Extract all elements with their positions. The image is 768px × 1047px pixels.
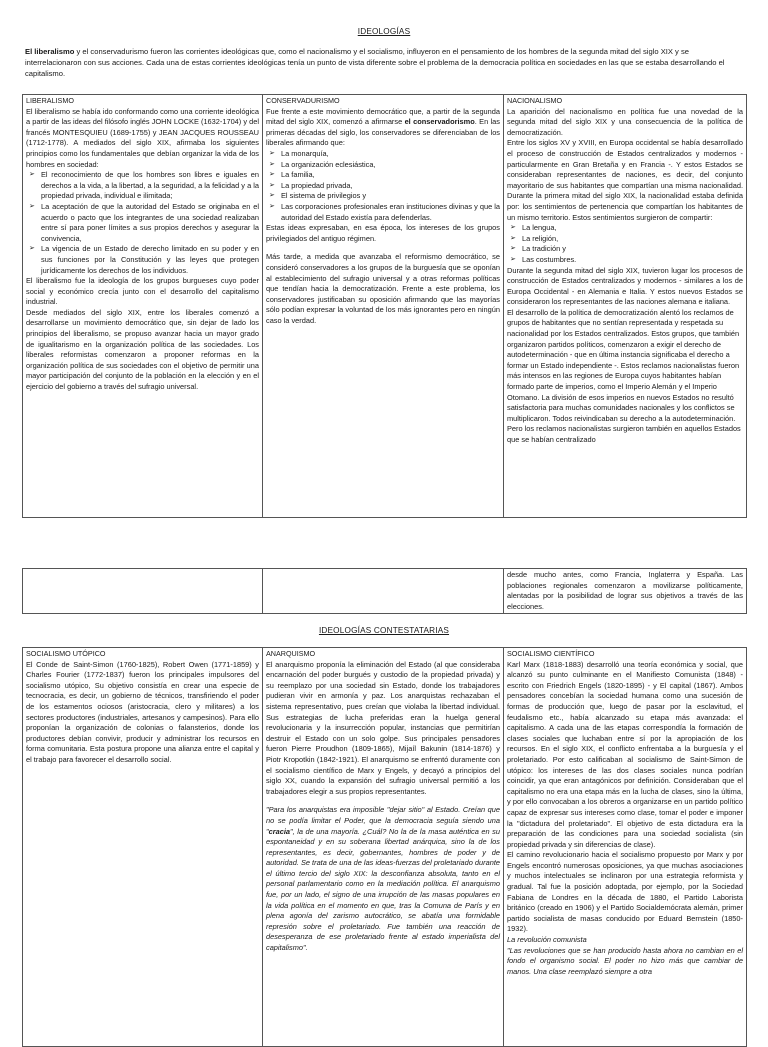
conservadurismo-p1	[266, 107, 500, 149]
liberalismo-p2: El liberalismo fue la ideología de los grupos burgueses cuyo poder social y económico crecía junto con el desarrollo del capitalismo industrial.	[26, 276, 259, 307]
intro-text: y el conservadurismo fueron las corrientes ideológicas que, como el nacionalismo y el socialismo, influyeron en el pensamiento de los hombres de la segunda mitad del siglo XIX y se interrelacionaron con sus acciones. Cada una de estas corrientes ideológicas tenía un punto de vista diferente sobre el problema de la democracia política en sociedades en las que se estaba desarrollando el capitalismo.	[25, 47, 725, 78]
cientifico-quote: "Las revoluciones que se han producido hasta ahora no cambian en el fondo el organismo social. El poder no hizo más que cambiar de manos. Una clase reemplazó siempre a otra	[507, 945, 743, 976]
nacionalismo-continued-cell	[504, 569, 747, 614]
liberalismo-cell	[23, 95, 263, 518]
nacionalismo-p3: Durante la segunda mitad del siglo XIX, tuvieron lugar los procesos de construcción de Estados centralizados y modernos - similares a los de Europa Occidental - en Alemania e Italia. Y estos nuevos Estados se consideraron los representantes de las naciones alemana e italiana.	[507, 265, 743, 307]
conservadurismo-p3: Más tarde, a medida que avanzaba el reformismo democrático, se consideró conservadores a los grupos de la burguesía que se oponían al establecimiento del sufragio universal y a otras reformas políticas que tendían hacia la democratización. Frente a este problema, los conservadores justificaban su oposición afirmando que las mayorías sólo podían expresar la voluntad de los más ignorantes pero en ningún caso la verdad.	[266, 252, 500, 325]
anarquismo-quote-start: "Para los anarquistas era imposible "dejar sitio" al Estado. Creían que no se podía limitar el Poder, que la democracia seguía siendo una "	[266, 805, 500, 836]
utopico-heading: SOCIALISMO UTÓPICO	[26, 649, 106, 658]
list-item: ➢ La religión,	[522, 234, 743, 245]
ideologies-table	[22, 94, 747, 518]
conservadurismo-p2: Estas ideas expresaban, en esa época, los intereses de los grupos privilegiados del antiguo régimen.	[266, 223, 500, 243]
nacionalismo-cell	[504, 95, 747, 518]
list-item: ➢ La propiedad privada,	[281, 181, 500, 192]
list-item: ➢ La tradición y	[522, 244, 743, 255]
liberalismo-p3: Desde mediados del siglo XIX, entre los liberales comenzó a desarrollarse un movimiento democrático que, sin dejar de lado los principios del liberalismo, se propuso avanzar hacia un mayor grado de igualitarismo en la organización política de las sociedades. Los liberales reformistas comenzaron a proponer reformas en la organización política de sus sociedades con el objetivo de permitir una mayor participación del conjunto de la población en la elección y en el ejercicio del gobierno a través del sufragio universal.	[26, 307, 259, 392]
nacionalismo-p5: desde mucho antes, como Francia, Inglaterra y España. Las poblaciones regionales comenzaron a movilizarse políticamente, alentadas por la posibilidad de lograr sus objetivos a través de las elecciones.	[507, 570, 743, 611]
anarquismo-quote	[266, 805, 500, 953]
list-item: ➢ La organización eclesiástica,	[281, 160, 500, 171]
conservadurismo-p1-text: Fue frente a este movimiento democrático que, a partir de la segunda mitad del siglo XIX, comenzó a afirmarse	[266, 106, 500, 127]
intro-bold: El liberalismo	[25, 47, 75, 56]
list-item: ➢ La familia,	[281, 170, 500, 181]
cientifico-subheading: La revolución comunista	[507, 935, 587, 945]
anarquismo-p1: El anarquismo proponía la eliminación del Estado (al que consideraba encarnación del poder burgués y custodio de la propiedad privada) y su reemplazo por una sociedad sin Estado, donde los trabajadores pudieran vivir en armonía y paz. Los anarquistas rechazaban el sistema representativo, pues creían que violaba la libertad individual. Sus estrategias de lucha preferidas eran la huelga general revolucionaria y la insurrección popular, instancias que permitirían destruir el Estado con un solo golpe. Sus principales pensadores fueron Pierre Proudhon (1809-1865), Mijaíl Bakunin (1814-1876) y Piotr Kropotkin (1842-1921). El anarquismo se enfrentó duramente con el socialismo científico de Marx y Engels, y decayó a principios del siglo XX, cuando la expansión del sufragio universal permitió a los trabajadores elegir a sus propios representantes.	[266, 659, 500, 796]
ideologies-table-continued	[22, 568, 747, 614]
list-item: ➢ Las costumbres.	[522, 255, 743, 266]
liberalismo-heading: LIBERALISMO	[26, 96, 74, 105]
utopico-cell	[23, 648, 263, 1047]
cientifico-p2: El camino revolucionario hacia el socialismo propuesto por Marx y por Engels encontró numerosas oposiciones, ya que muchas asociaciones y muchos intelectuales se inclinaron por una estrategia reformista y gradual. Tal fue la posición adoptada, por ejemplo, por la Sociedad Fabiana de Londres en la década de 1880, el Partido Laborista británico (creado en 1906) y el Partido Socialdemócrata alemán, primer partido socialista de masas conducido por Eduard Bernstein (1850-1932).	[507, 850, 743, 934]
liberalismo-list	[26, 170, 259, 276]
nacionalismo-heading: NACIONALISMO	[507, 96, 563, 105]
nacionalismo-p1: La aparición del nacionalismo en política fue una novedad de la segunda mitad del siglo XIX y una consecuencia de la política de democratización.	[507, 106, 743, 137]
list-item: ➢ La vigencia de un Estado de derecho limitado en su poder y en sus funciones por la Constitución y las leyes que protegen jurídicamente los derechos de los individuos.	[41, 244, 259, 276]
intro-paragraph	[25, 46, 743, 79]
cientifico-heading: SOCIALISMO CIENTÍFICO	[507, 649, 595, 658]
list-item: ➢ Las corporaciones profesionales eran instituciones divinas y que la autoridad del Estado existía para defenderlas.	[281, 202, 500, 223]
conservadurismo-p1-bold: el conservadorismo	[404, 117, 475, 127]
empty-cell	[263, 569, 504, 614]
utopico-p1: El Conde de Saint-Simon (1760-1825), Robert Owen (1771-1859) y Charles Fourier (1772-1837) fueron los principales impulsores del socialismo utópico, Su objetivo consistía en crear una especie de tecnocracia, es decir, un gobierno de técnicos, transfiriendo el poder de los estamentos ociosos (aristocracia, clero y militares) a los sectores productores (industriales, artesanos y campesinos). Para ello proponían la organización de colonias o falansterios, donde los productores debían convivir, producir y administrar los recursos en forma comunitaria. Esta postura propone una alianza entre el capital y el trabajo para favorecer el desarrollo social.	[26, 659, 259, 764]
anarquismo-quote-end: ", la de una mayoría. ¿Cuál? No la de la masa auténtica en su espontaneidad y en su soberana libertad anárquica, sino la de los representantes, es decir, gobernantes, hombres de poder y de autoridad. Se trata de una de las ideas-fuerzas del proletariado durante el último tercio del siglo XIX: la desconfianza absoluta, tanto en el personal parlamentario como en la mediación política. El anarquismo fue, por un lado, el signo de una irrupción de las masas populares en la vida política en el momento en que, tras la Comuna de París y en plena agonía del zarismo autocrático, se abatía una formidable represión sobre el proletariado. Fue también una reacción de desesperanza de ese proletariado frente al estado imperialista del capitalismo".	[266, 826, 500, 953]
nacionalismo-p2: Entre los siglos XV y XVIII, en Europa occidental se había desarrollado el proceso de construcción de Estados centralizados y modernos - particularmente en Gran Bretaña y en Francia -. Y estos Estados se consideraban representantes de naciones, es decir, del conjunto mayoritario de sus habitantes que compartían una misma nacionalidad. Durante la primera mitad del siglo XIX, la nacionalidad estaba definida por: los sentimientos de pertenencia que compartían los habitantes de un mismo territorio. Estos sentimientos surgieron de compartir:	[507, 138, 743, 222]
nacionalismo-p4: El desarrollo de la política de democratización alentó los reclamos de grupos de habitantes que no sentían representada y respetada su nacionalidad por los Estados centralizados. Estos grupos, que también organizaron partidos políticos, comenzaron a exigir el derecho de autodeterminación - que en última instancia significaba el derecho a formar un Estado independiente -. Estos reclamos nacionalistas fueron más intensos en las regiones de Europa cuyos habitantes habían formado parte de imperios, como el Imperio Alemán y el Imperio Otomano. La división de esos imperios en nuevos Estados no resultó satisfactoria para muchas comunidades nacionales y los conflictos se multiplicaron. Todos reivindicaban su derecho a la autodeterminación. Pero los reclamos nacionalistas surgieron también en aquellos Estados que se habían centralizado	[507, 307, 741, 444]
cientifico-cell	[504, 648, 747, 1047]
list-item: ➢ El reconocimiento de que los hombres son libres e iguales en derechos a la vida, a la libertad, a la seguridad, a la felicidad y a la propiedad privada, individual e ilimitada;	[41, 170, 259, 202]
nacionalismo-list	[507, 223, 743, 265]
conservadurismo-p1-text-end: . En las primeras décadas del siglo, los conservadores se diferenciaban de los liberales afirmando que:	[266, 117, 500, 148]
list-item: ➢ La aceptación de que la autoridad del Estado se originaba en el acuerdo o pacto que los integrantes de una sociedad realizaban entre sí para poner límites a sus propios derechos y asegurar la convivencia,	[41, 202, 259, 244]
liberalismo-p1: El liberalismo se había ido conformando como una corriente ideológica a partir de las ideas del filósofo inglés JOHN LOCKE (1632-1704) y del francés MONTESQUIEU (1689-1755) y JEAN JACQUES ROUSSEAU (1712-1778). A mediados del siglo XIX, afirmaba los siguientes principios como los fundamentales que debían organizar la vida de los hombres en sociedad:	[26, 106, 259, 169]
conservadurismo-heading: CONSERVADURISMO	[266, 96, 340, 105]
empty-cell	[23, 569, 263, 614]
list-item: ➢ La lengua,	[522, 223, 743, 234]
contestatarias-table	[22, 647, 747, 1047]
section-title: IDEOLOGÍAS CONTESTATARIAS	[318, 626, 450, 635]
page-title: IDEOLOGÍAS	[357, 27, 411, 36]
conservadurismo-cell	[263, 95, 504, 518]
cientifico-p1: Karl Marx (1818-1883) desarrolló una teoría económica y social, que alcanzó su punto culminante en el Manifiesto Comunista (1848) - escrito con Friedrich Engels (1820-1895) - y El capital (1867). Ambos pensadores concebían la sociedad humana como una sucesión de formas de producción que, luego de pasar por la esclavitud, el feudalismo etc., había alcanzado su etapa más avanzada: el capitalismo. A cada una de las etapas correspondía la formación de clases sociales que luchaban entre sí por la apropiación de los recursos. En el siglo XIX, el conflicto enfrentaba a la burguesía y el proletariado. Por esto calificaban al socialismo de Saint-Simon de utópico: los intereses de las dos clases sociales nunca podrían coincidir, ya que eran antagónicos por definición. Consideraban que el capitalismo no era una etapa más en la lucha de clases, sino la última, y por ello convocaban a los obreros a organizarse en un partido político capaz de expresar sus intereses como clase, tomar el poder e imponer la "dictadura del proletariado". El objetivo de esta dictadura era la preparación de las condiciones para una sociedad socialista (sin propiedad privada y sin diferencias de clase).	[507, 659, 743, 849]
list-item: ➢ La monarquía,	[281, 149, 500, 160]
conservadurismo-list	[266, 149, 500, 223]
anarquismo-cell	[263, 648, 504, 1047]
list-item: ➢ El sistema de privilegios y	[281, 191, 500, 202]
anarquismo-quote-bold: cracia	[268, 826, 290, 836]
anarquismo-heading: ANARQUISMO	[266, 649, 316, 658]
